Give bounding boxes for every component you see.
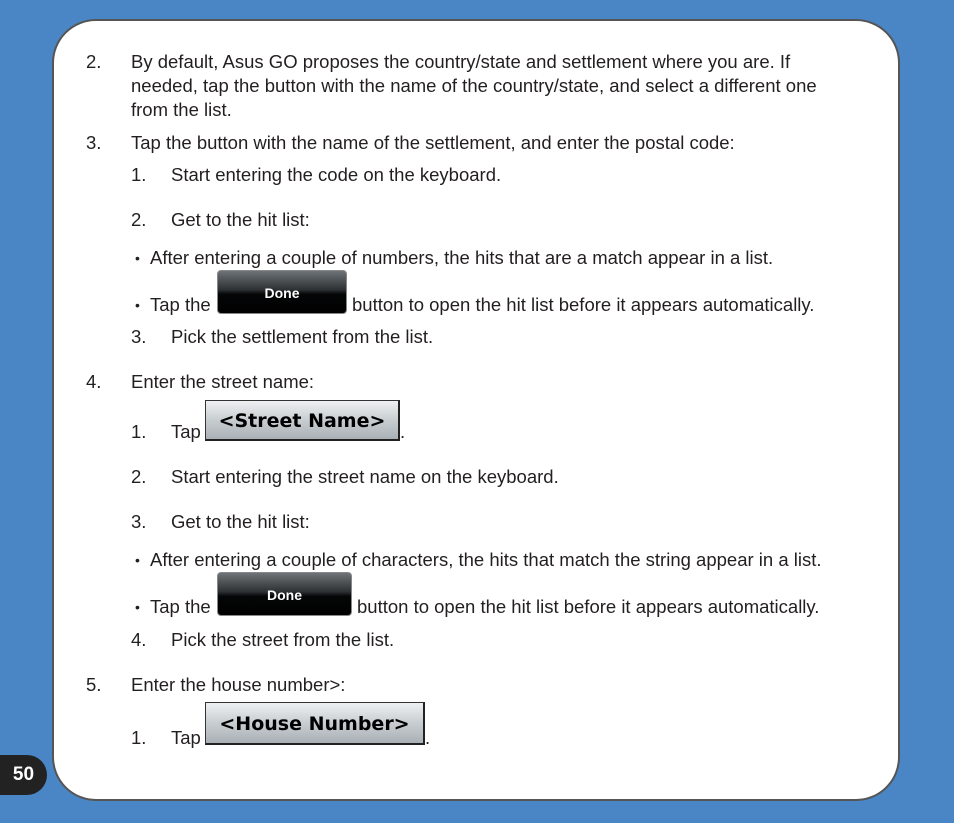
step-5-text: Enter the house number>: xyxy=(131,674,346,695)
step-5-sub-1-post: . xyxy=(425,727,431,748)
step-4-sub-1-post: . xyxy=(400,421,406,442)
step-3-sub-1-text: Start entering the code on the keyboard. xyxy=(171,164,502,185)
street-name-button[interactable]: <Street Name> xyxy=(205,400,400,441)
step-5-sub-1-pre: Tap xyxy=(171,727,201,748)
step-3-sub-3-text: Pick the settlement from the list. xyxy=(171,326,434,347)
step-3-bullet-1: After entering a couple of numbers, the hits that are a match appear in a list. xyxy=(150,247,774,268)
step-4-bullet-1: After entering a couple of characters, the hits that match the string appear in a list. xyxy=(150,549,822,570)
done-button[interactable]: Done xyxy=(217,270,347,314)
step-2-line-2: needed, tap the button with the name of the country/state, and select a different one xyxy=(131,75,817,96)
done-button[interactable]: Done xyxy=(217,572,352,616)
house-number-button[interactable]: <House Number> xyxy=(205,702,425,745)
step-4-sub-2-text: Start entering the street name on the keyboard. xyxy=(171,466,559,487)
step-3-bullet-2-post: button to open the hit list before it appears automatically. xyxy=(352,294,815,315)
step-4-sub-2-number: 2. xyxy=(131,466,147,487)
step-3-text: Tap the button with the name of the settlement, and enter the postal code: xyxy=(131,132,735,153)
step-4-sub-1-number: 1. xyxy=(131,421,147,442)
step-3-sub-2-text: Get to the hit list: xyxy=(171,209,310,230)
bullet-icon: • xyxy=(135,552,140,568)
step-5-sub-1-number: 1. xyxy=(131,727,147,748)
step-4-sub-4-number: 4. xyxy=(131,629,147,650)
bullet-icon: • xyxy=(135,250,140,266)
bullet-icon: • xyxy=(135,297,140,313)
step-3-bullet-2-pre: Tap the xyxy=(150,294,211,315)
step-2-number: 2. xyxy=(86,51,102,72)
step-3-sub-3-number: 3. xyxy=(131,326,147,347)
step-4-number: 4. xyxy=(86,371,102,392)
bullet-icon: • xyxy=(135,599,140,615)
step-4-bullet-2-post: button to open the hit list before it appears automatically. xyxy=(357,596,820,617)
step-4-sub-3-text: Get to the hit list: xyxy=(171,511,310,532)
step-4-bullet-2-pre: Tap the xyxy=(150,596,211,617)
step-3-sub-2-number: 2. xyxy=(131,209,147,230)
step-3-number: 3. xyxy=(86,132,102,153)
step-3-sub-1-number: 1. xyxy=(131,164,147,185)
step-5-number: 5. xyxy=(86,674,102,695)
step-4-text: Enter the street name: xyxy=(131,371,315,392)
page-number: 50 xyxy=(0,755,47,795)
step-2-line-3: from the list. xyxy=(131,99,232,120)
step-4-sub-3-number: 3. xyxy=(131,511,147,532)
step-4-sub-1-pre: Tap xyxy=(171,421,201,442)
step-2-line-1: By default, Asus GO proposes the country/state and settlement where you are. If xyxy=(131,51,791,72)
step-4-sub-4-text: Pick the street from the list. xyxy=(171,629,395,650)
